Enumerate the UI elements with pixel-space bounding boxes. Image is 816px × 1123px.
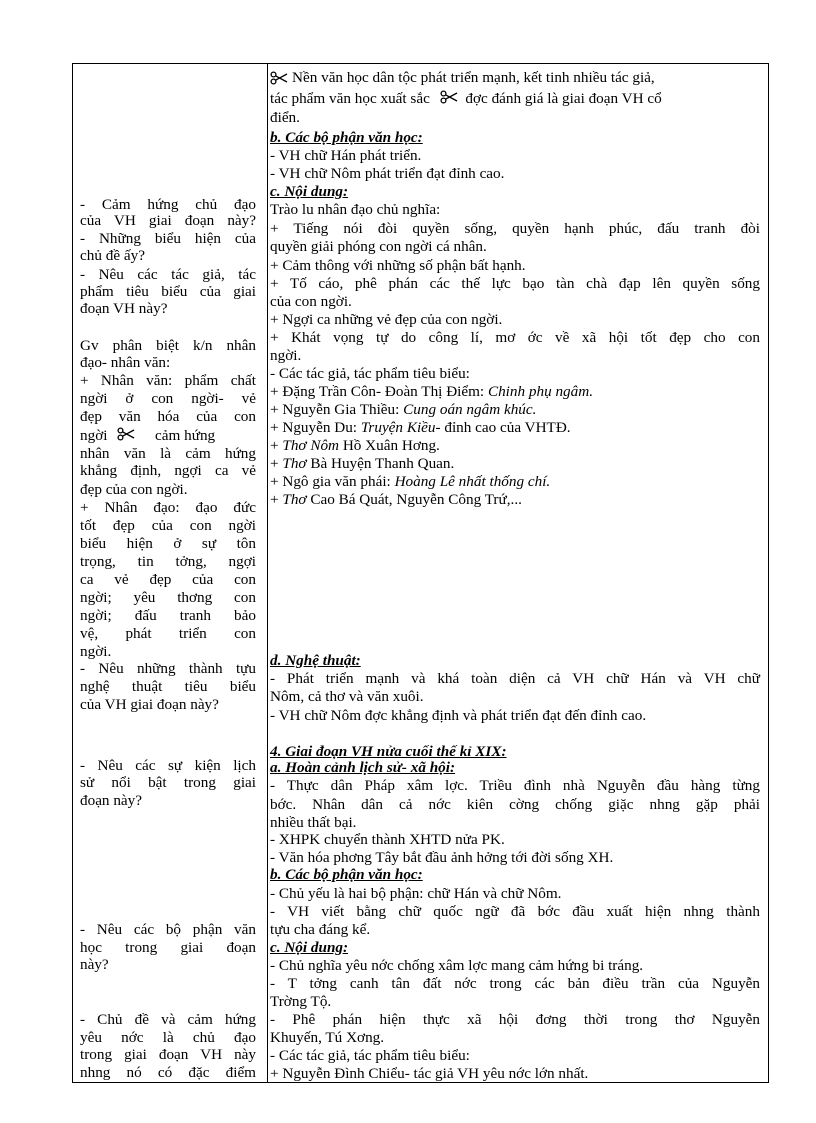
question-line: nghệ thuật tiêu biểu: [80, 678, 256, 695]
work-item: + Ngô gia văn phái: Hoàng Lê nhất thống chí.: [270, 473, 551, 490]
body-line: ngời.: [270, 347, 302, 364]
note-line: khẳng định, ngợi ca vẻ: [80, 462, 256, 479]
note-line: ngời; đấu tranh bảo: [80, 607, 256, 624]
scissors-icon: [270, 71, 288, 85]
body-line: Trào lu nhân đạo chủ nghĩa:: [270, 201, 441, 218]
question-line: nhng nó có đặc điểm: [80, 1064, 256, 1081]
body-line: của con ngời.: [270, 293, 352, 310]
note-line: biểu hiện ở sự tôn: [80, 535, 256, 552]
question-line: trong giai đoạn VH này: [80, 1046, 256, 1063]
note-line: trọng, tin tởng, ngợi: [80, 553, 256, 570]
work-item: + Đặng Trần Côn- Đoàn Thị Điểm: Chinh phụ ngâm.: [270, 383, 594, 400]
note-line: đẹp của con ngời.: [80, 481, 188, 498]
scissors-icon: [440, 90, 458, 104]
note-line: ngời.: [80, 643, 112, 660]
note-line: vệ, phát triển con: [80, 625, 256, 642]
question-line: - Nêu các bộ phận văn: [80, 921, 256, 938]
note-line: nhân văn là cảm hứng: [80, 445, 256, 462]
body-line: tựu cha đáng kể.: [270, 921, 371, 938]
intro-line: [270, 90, 760, 107]
section-heading: c. Nội dung:: [270, 939, 349, 956]
question-line: học trong giai đoạn: [80, 939, 256, 956]
section-heading: c. Nội dung:: [270, 183, 349, 200]
body-line: - Chủ nghĩa yêu nớc chống xâm lợc mang cảm hứng bi tráng.: [270, 957, 644, 974]
body-line: - VH viết bằng chữ quốc ngữ đã bớc đầu xuất hiện nhng thành: [270, 903, 760, 920]
body-line: - Thực dân Pháp xâm lợc. Triều đình nhà Nguyễn đầu hàng từng: [270, 777, 760, 794]
body-line: + Ngợi ca những vẻ đẹp của con ngời.: [270, 311, 503, 328]
body-line: + Khát vọng tự do công lí, mơ ớc về xã hội tốt đẹp cho con: [270, 329, 760, 346]
section-heading: b. Các bộ phận văn học:: [270, 866, 423, 883]
intro-text: đợc đánh giá là giai đoạn VH cổ: [465, 90, 662, 107]
note-line-text: ngời: [80, 427, 108, 444]
right-column: [72, 63, 769, 1083]
body-line: - VH chữ Nôm đợc khẳng định và phát triển đạt đến đỉnh cao.: [270, 707, 647, 724]
section-heading: b. Các bộ phận văn học:: [270, 129, 423, 146]
body-line: nhiều thất bại.: [270, 814, 357, 831]
body-line: + Cảm thông với những số phận bất hạnh.: [270, 257, 526, 274]
body-line: - XHPK chuyển thành XHTD nửa PK.: [270, 831, 505, 848]
note-line: đẹp văn hóa của con: [80, 408, 256, 425]
body-line: - Các tác giả, tác phẩm tiêu biểu:: [270, 365, 470, 382]
body-line: bớc. Nhân dân cả nớc kiên cờng chống giặc nhng gặp phải: [270, 796, 760, 813]
body-line: + Tiếng nói đòi quyền sống, quyền hạnh phúc, đấu tranh đòi: [270, 220, 760, 237]
section-heading: a. Hoàn cảnh lịch sử- xã hội:: [270, 759, 456, 776]
question-line: phẩm tiêu biểu của giai: [80, 283, 256, 300]
note-line: + Nhân văn: phẩm chất: [80, 372, 256, 389]
work-item: + Nguyễn Gia Thiều: Cung oán ngâm khúc.: [270, 401, 537, 418]
note-line: ngời ở con ngời- vẻ: [80, 390, 256, 407]
intro-line: điển.: [270, 109, 300, 126]
body-line: - Các tác giả, tác phẩm tiêu biểu:: [270, 1047, 470, 1064]
question-line: sử nổi bật trong giai: [80, 774, 256, 791]
question-line: của VH giai đoạn này?: [80, 696, 219, 713]
body-line: - Phê phán hiện thực xã hội đơng thời trong thơ Nguyễn: [270, 1011, 760, 1028]
question-line: - Nêu các tác giả, tác: [80, 266, 256, 283]
body-line: + Nguyễn Đình Chiểu- tác giả VH yêu nớc lớn nhất.: [270, 1065, 589, 1082]
body-line: - VH chữ Nôm phát triển đạt đỉnh cao.: [270, 165, 505, 182]
note-line: ngời; yêu thơng con: [80, 589, 256, 606]
question-line: đoạn này?: [80, 792, 142, 809]
note-line: + Nhân đạo: đạo đức: [80, 499, 256, 516]
body-line: - Chủ yếu là hai bộ phận: chữ Hán và chữ Nôm.: [270, 885, 562, 902]
question-line: - Chủ đề và cảm hứng: [80, 1011, 256, 1028]
note-line: Gv phân biệt k/n nhân: [80, 337, 256, 354]
question-line: - Nêu những thành tựu: [80, 660, 256, 677]
body-line: - Văn hóa phơng Tây bắt đầu ảnh hởng tới đời sống XH.: [270, 849, 614, 866]
body-line: - VH chữ Hán phát triển.: [270, 147, 422, 164]
work-item: + Nguyễn Du: Truyện Kiều- đỉnh cao của VHTĐ.: [270, 419, 571, 436]
body-line: - Phát triển mạnh và khá toàn diện cả VH chữ Hán và VH chữ: [270, 670, 760, 687]
work-item: + Thơ Nôm Hồ Xuân Hơng.: [270, 437, 440, 454]
question-line: yêu nớc là chủ đạo: [80, 1029, 256, 1046]
intro-line: [270, 69, 760, 89]
question-line: này?: [80, 956, 109, 973]
note-line: ca vẻ đẹp của con: [80, 571, 256, 588]
question-line: - Nêu các sự kiện lịch: [80, 757, 256, 774]
section-heading: 4. Giai đoạn VH nửa cuối thế kỉ XIX:: [270, 743, 507, 760]
body-line: Khuyến, Tú Xơng.: [270, 1029, 385, 1046]
note-line-text: cảm hứng: [155, 427, 216, 444]
question-line: chủ đề ấy?: [80, 247, 145, 264]
question-line: - Cảm hứng chủ đạo: [80, 196, 256, 213]
section-heading: d. Nghệ thuật:: [270, 652, 361, 669]
question-line: của VH giai đoạn này?: [80, 212, 256, 229]
body-line: - T tởng canh tân đất nớc trong các bản điều trần của Nguyễn: [270, 975, 760, 992]
body-line: Nôm, cả thơ và văn xuôi.: [270, 688, 424, 705]
intro-text: tác phẩm văn học xuất sắc: [270, 90, 430, 107]
body-line: + Tố cáo, phê phán các thế lực bạo tàn chà đạp lên quyền sống: [270, 275, 760, 292]
question-line: đoạn VH này?: [80, 300, 168, 317]
body-line: Trờng Tộ.: [270, 993, 332, 1010]
work-item: + Thơ Cao Bá Quát, Nguyễn Công Trứ,...: [270, 491, 522, 508]
note-line: đạo- nhân văn:: [80, 354, 171, 371]
question-line: - Những biểu hiện của: [80, 230, 256, 247]
work-item: + Thơ Bà Huyện Thanh Quan.: [270, 455, 455, 472]
body-line: quyền giải phóng con ngời cá nhân.: [270, 238, 487, 255]
intro-text: Nền văn học dân tộc phát triển mạnh, kết tinh nhiều tác giả,: [292, 69, 655, 86]
note-line: tốt đẹp của con ngời: [80, 517, 256, 534]
